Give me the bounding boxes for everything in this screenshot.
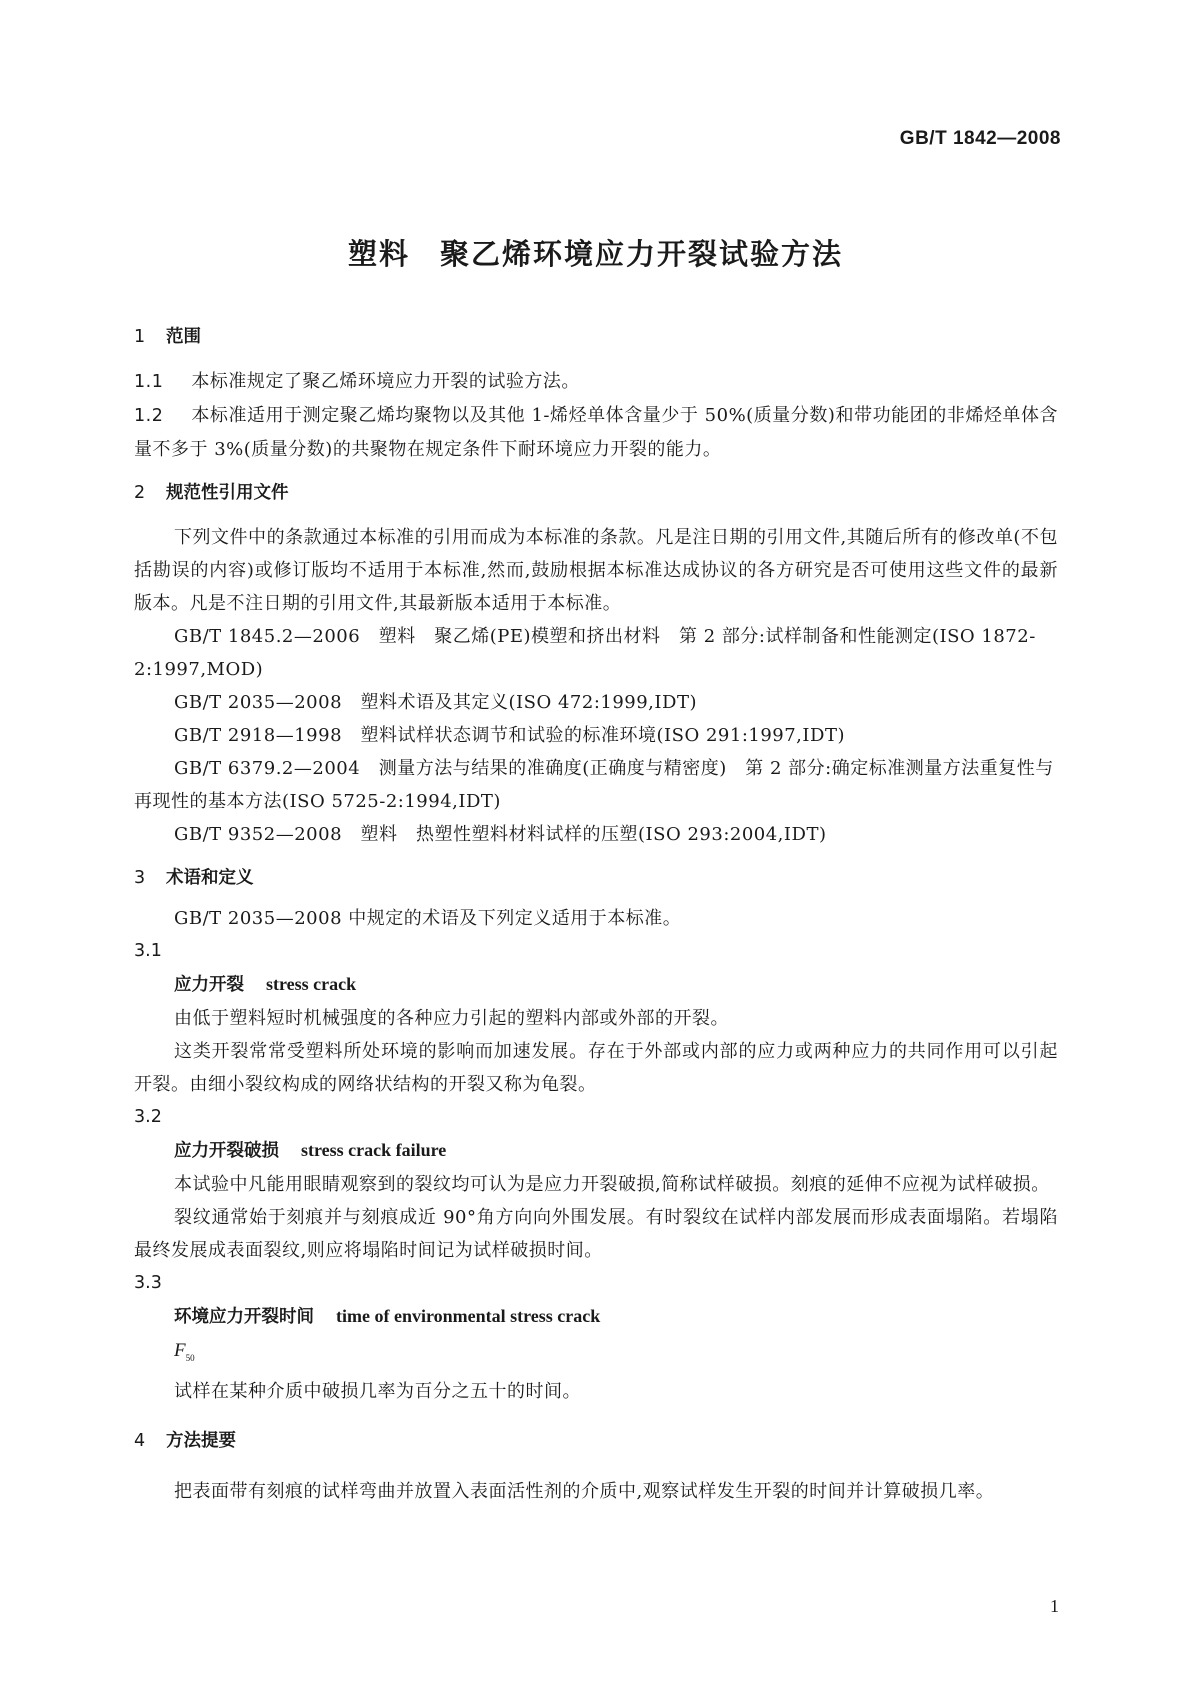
title-part-1: 塑料: [347, 237, 410, 271]
term-note: 这类开裂常常受塑料所处环境的影响而加速发展。存在于外部或内部的应力或两种应力的共同作用可以引起开裂。由细小裂纹构成的网络状结构的开裂又称为龟裂。: [134, 1041, 1058, 1095]
page-number: 1: [1050, 1596, 1059, 1616]
section-3-heading: 3 术语和定义: [134, 868, 254, 888]
reference-item: GB/T 1845.2—2006 塑料 聚乙烯(PE)模塑和挤出材料 第 2 部分:试样制备和性能测定(ISO 1872-2:1997,MOD): [134, 626, 1036, 680]
clause-1-2: 1.2 本标准适用于测定聚乙烯均聚物以及其他 1-烯烃单体含量少于 50%(质量分数)和带功能团的非烯烃单体含量不多于 3%(质量分数)的共聚物在规定条件下耐环境应力开裂的能力。: [134, 405, 1058, 460]
standard-number: GB/T 1842—2008: [899, 128, 1061, 149]
section-3-intro: GB/T 2035—2008 中规定的术语及下列定义适用于本标准。: [174, 908, 682, 929]
term-number: 3.3: [134, 1273, 162, 1293]
term-definition: 由低于塑料短时机械强度的各种应力引起的塑料内部或外部的开裂。: [174, 1008, 729, 1029]
reference-item: GB/T 2918—1998 塑料试样状态调节和试验的标准环境(ISO 291:1997,IDT): [174, 725, 845, 746]
section-4-text: 把表面带有刻痕的试样弯曲并放置入表面活性剂的介质中,观察试样发生开裂的时间并计算破损几率。: [174, 1480, 995, 1502]
clause-1-1: 1.1 本标准规定了聚乙烯环境应力开裂的试验方法。: [134, 371, 580, 392]
term-definition: 试样在某种介质中破损几率为百分之五十的时间。: [174, 1380, 581, 1402]
reference-item: GB/T 2035—2008 塑料术语及其定义(ISO 472:1999,IDT): [174, 692, 697, 713]
term-number: 3.1: [134, 941, 162, 961]
term-definition: 本试验中凡能用眼睛观察到的裂纹均可认为是应力开裂破损,简称试样破损。刻痕的延伸不应视为试样破损。: [174, 1174, 1050, 1195]
term-symbol: $F_{50}$: [174, 1340, 195, 1363]
reference-item: GB/T 6379.2—2004 测量方法与结果的准确度(正确度与精密度) 第 2 部分:确定标准测量方法重复性与再现性的基本方法(ISO 5725-2:1994,IDT): [134, 758, 1054, 812]
document-title: [0, 232, 1191, 273]
term-number: 3.2: [134, 1107, 162, 1127]
title-part-2: 聚乙烯环境应力开裂试验方法: [440, 237, 844, 271]
term-heading: 应力开裂 stress crack: [174, 974, 357, 995]
section-2-heading: 2 规范性引用文件: [134, 483, 289, 503]
term-heading: 应力开裂破损 stress crack failure: [174, 1140, 447, 1161]
term-heading: 环境应力开裂时间 time of environmental stress crack: [174, 1306, 601, 1327]
document-body: [134, 322, 1058, 1508]
section-1-heading: 1 范围: [134, 327, 201, 347]
reference-item: GB/T 9352—2008 塑料 热塑性塑料材料试样的压塑(ISO 293:2004,IDT): [174, 824, 827, 845]
section-4-heading: 4 方法提要: [134, 1430, 236, 1451]
section-2-intro: 下列文件中的条款通过本标准的引用而成为本标准的条款。凡是注日期的引用文件,其随后所有的修改单(不包括勘误的内容)或修订版均不适用于本标准,然而,鼓励根据本标准达成协议的各方研究是否可使用这些文件的最新版本。凡是不注日期的引用文件,其最新版本适用于本标准。: [134, 527, 1058, 614]
term-note: 裂纹通常始于刻痕并与刻痕成近 90°角方向向外围发展。有时裂纹在试样内部发展而形成表面塌陷。若塌陷最终发展成表面裂纹,则应将塌陷时间记为试样破损时间。: [134, 1207, 1058, 1261]
